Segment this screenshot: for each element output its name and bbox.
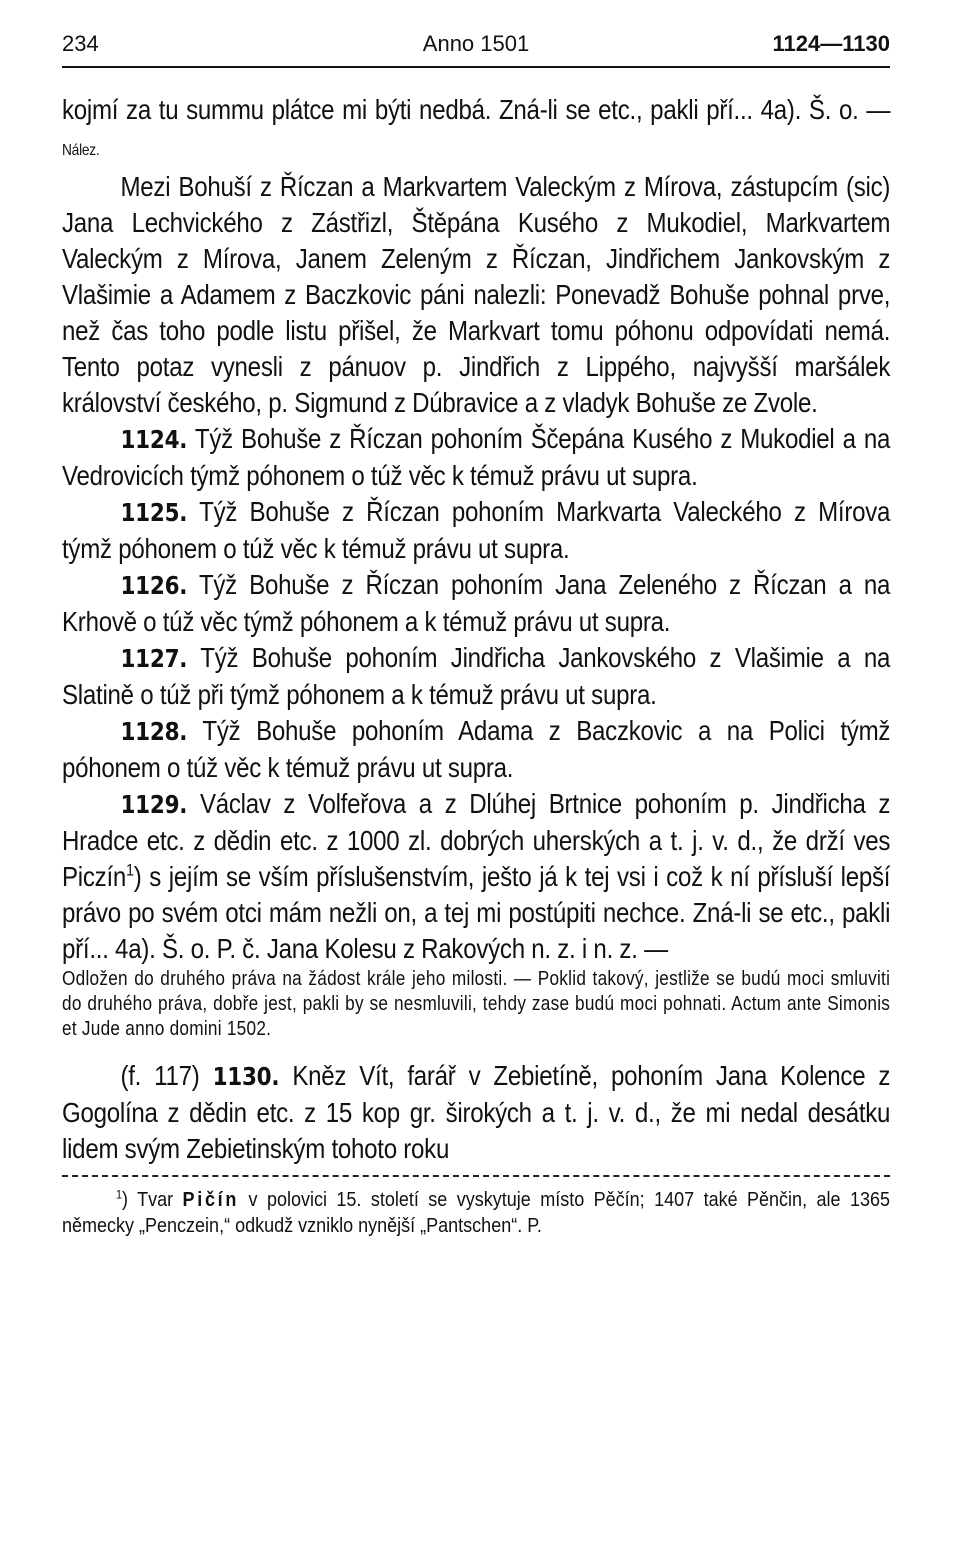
- entry-text: Václav z Volfeřova a z Dlúhej Brtnice pohoním p. Jindřicha z Hradce etc. z dědin etc. z 1000 zl. dobrých uherských a t. j. v. d., že drží ves Piczín: [62, 788, 891, 892]
- entry-number: 1128.: [120, 717, 188, 746]
- text-line: kojmí za tu summu plátce mi býti nedbá. Zná-li se etc., pakli: [62, 94, 699, 125]
- entry-range: 1124—1130: [772, 31, 890, 56]
- entry-number: 1129.: [120, 790, 188, 819]
- entry-text-continued: ) s jejím se vším příslušenstvím, ješto já k tej vsi i což k ní přísluší lepší právo po svém otci mám nežli on, a tej mi postúpiti nechce. Zná-li se etc., pakli pří... 4a). Š. o. P. č. Jana Kolesu z Rakových n. z. i n. z. —: [62, 861, 891, 964]
- entry-text: Týž Bohuše z Říczan pohoním Jana Zeleného z Říczan a na Krhově o túž věc týmž póhonem a k témuž právu ut supra.: [62, 569, 891, 637]
- year-heading: Anno 1501: [422, 31, 530, 56]
- footnote-reference: 1: [126, 860, 134, 880]
- entry-1124: [62, 421, 890, 494]
- footnote-marker: 1: [116, 1187, 123, 1202]
- book-page: [62, 30, 890, 1530]
- entry-text: Týž Bohuše pohoním Jindřicha Jankovského z Vlašimie a na Slatině o túž při týmž póhonem a k témuž právu ut supra.: [62, 642, 891, 710]
- main-text: [62, 92, 890, 1167]
- footnote-part: v polovici 15. století se vyskytuje místo Pěčín; 1407 také Pěnčin, ale 1365 německy „Penczein,“ odkudž vzniklo nynější „Pantschen“. P.: [62, 1189, 890, 1237]
- entry-1128: [62, 713, 890, 786]
- footnote-text: [62, 1187, 890, 1239]
- header-rule: [62, 66, 890, 68]
- entry-number: 1126.: [120, 571, 188, 600]
- footnote-rule: [62, 1175, 890, 1177]
- text-line: pří... 4a). Š. o. —: [706, 94, 891, 125]
- spaced-word: Pičín: [182, 1189, 240, 1211]
- entry-number: 1130.: [212, 1062, 280, 1091]
- entry-text: Týž Bohuše pohoním Adama z Baczkovic a na Polici týmž póhonem o túž věc k témuž právu ut supra.: [62, 715, 891, 783]
- nalez-paragraph: Mezi Bohuší z Říczan a Markvartem Valeckým z Mírova, zástupcím (sic) Jana Lechvického z Zástřizl, Štěpána Kusého z Mukodiel, Markvartem Valeckým z Mírova, Janem Zeleným z Říczan, Jindřichem Jankovským z Vlašimie a Adamem z Baczkovic páni nalezli: Ponevadž Bohuše pohnal prve, než čas toho podle listu přišel, že Markvart tomu póhonu odpovídati nemá. Tento potaz vynesli z pánuov p. Jindřich z Lippého, najvyšší maršálek království českého, p. Sigmund z Dúbravice a z vladyk Bohuše ze Zvole.: [62, 171, 891, 418]
- entry-number: 1127.: [120, 644, 188, 673]
- entry-1129-note: Odložen do druhého práva na žádost krále jeho milosti. — Poklid takový, jestliže se budú moci smluviti do druhého práva, dobře jest, pakli by se nesmluvili, tehdy zase budú moci pohnati. Actum ante Simonis et Jude anno domini 1502.: [62, 968, 891, 1040]
- running-head: [62, 30, 890, 58]
- page-number: 234: [62, 31, 99, 56]
- folio-reference: (f. 117): [120, 1060, 213, 1091]
- entry-1130: [62, 1058, 890, 1167]
- entry-1127: [62, 640, 890, 713]
- footnote: [62, 1187, 890, 1239]
- entry-1126: [62, 567, 890, 640]
- entry-1125: [62, 494, 890, 567]
- continuation-paragraph: [62, 92, 890, 169]
- entry-text: Kněz Vít, farář v Zebietíně, pohoním Jana Kolence z Gogolína z dědin etc. z 15 kop gr. širokých a t. j. v. d., že mi nedal desátku lidem svým Zebietinským tohoto roku: [62, 1060, 891, 1164]
- entry-number: 1124.: [120, 425, 188, 454]
- entry-number: 1125.: [120, 498, 188, 527]
- spacer: [62, 1042, 890, 1058]
- footnote-part: ) Tvar: [122, 1189, 183, 1211]
- entry-text: Týž Bohuše z Říczan pohoním Ščepána Kusého z Mukodiel a na Vedrovicích týmž póhonem o túž věc k témuž právu ut supra.: [62, 423, 891, 491]
- entry-text: Týž Bohuše z Říczan pohoním Markvarta Valeckého z Mírova týmž póhonem o túž věc k témuž právu ut supra.: [62, 496, 891, 564]
- nalez-label: Nález.: [62, 142, 100, 159]
- entry-1129: [62, 786, 890, 967]
